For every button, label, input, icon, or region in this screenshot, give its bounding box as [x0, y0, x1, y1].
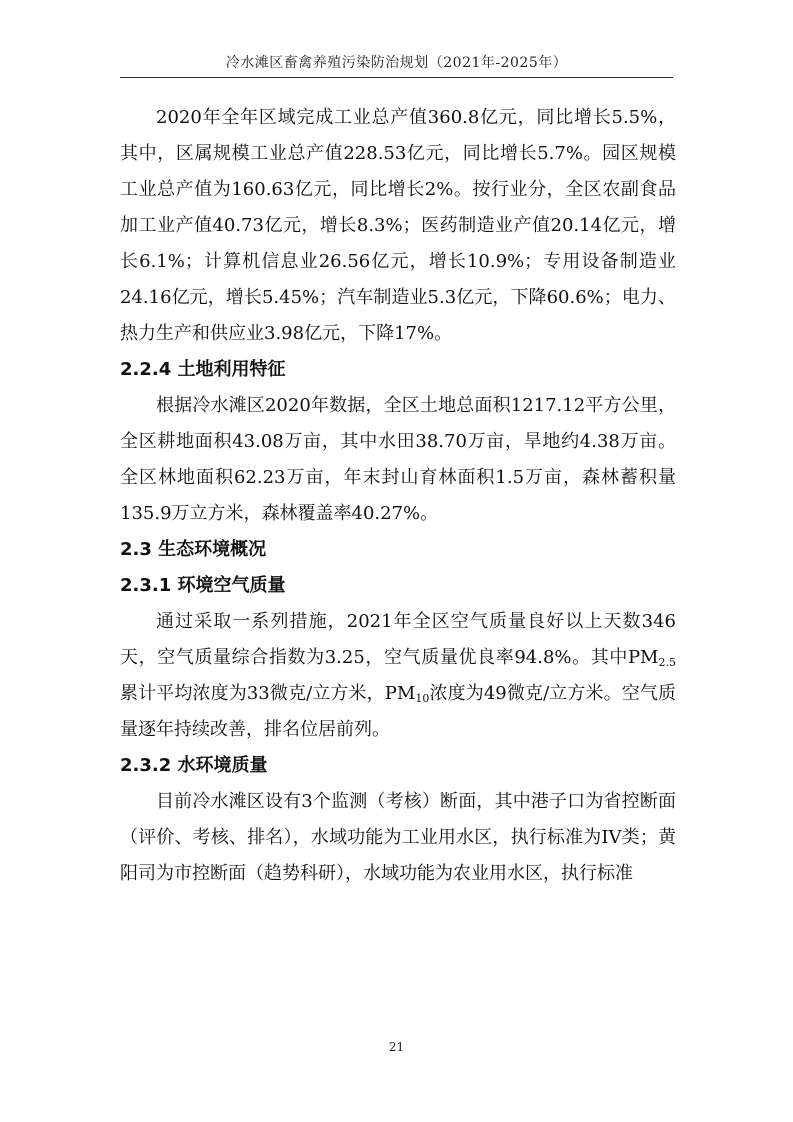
- air-quality-text-1: 通过采取一系列措施，2021年全区空气质量良好以上天数346天，空气质量综合指数为3.25，空气质量优良率94.8%。其中PM: [120, 611, 676, 668]
- air-quality-text-2: 累计平均浓度为33微克/立方米，PM: [120, 683, 416, 704]
- running-header: 冷水滩区畜禽养殖污染防治规划（2021年-2025年）: [225, 55, 568, 71]
- paragraph-water-quality: 目前冷水滩区设有3个监测（考核）断面，其中港子口为省控断面（评价、考核、排名），水域功能为工业用水区，执行标准为IV类；黄阳司为市控断面（趋势科研），水域功能为农业用水区，执行标准: [120, 791, 676, 884]
- heading-ecological-environment: 2.3 生态环境概况: [120, 539, 267, 560]
- document-body: [120, 100, 676, 892]
- paragraph-land-use: 根据冷水滩区2020年数据，全区土地总面积1217.12平方公里，全区耕地面积43.08万亩，其中水田38.70万亩，旱地约4.38万亩。全区林地面积62.23万亩，年末封山育林面积1.5万亩，森林蓄积量135.9万立方米，森林覆盖率40.27%。: [120, 395, 676, 524]
- heading-land-use: 2.2.4 土地利用特征: [120, 359, 286, 380]
- pm10-subscript: 10: [415, 692, 430, 705]
- heading-water-quality: 2.3.2 水环境质量: [120, 755, 268, 776]
- air-quality-text-3: 浓度为49微克/立方米。空气质量逐年持续改善，排名位居前列。: [120, 683, 676, 740]
- heading-air-quality: 2.3.1 环境空气质量: [120, 575, 286, 596]
- paragraph-industrial-output: 2020年全年区域完成工业总产值360.8亿元，同比增长5.5%，其中，区属规模工业总产值228.53亿元，同比增长5.7%。园区规模工业总产值为160.63亿元，同比增长2%。按行业分，全区农副食品加工业产值40.73亿元，增长8.3%；医药制造业产值20.14亿元，增长6.1%；计算机信息业26.56亿元，增长10.9%；专用设备制造业24.16亿元，增长5.45%；汽车制造业5.3亿元，下降60.6%；电力、热力生产和供应业3.98亿元，下降17%。: [120, 107, 676, 344]
- pm25-subscript: 2.5: [658, 656, 676, 669]
- paragraph-air-quality: [120, 604, 676, 748]
- page-number: 21: [388, 1040, 405, 1054]
- header-rule: [120, 77, 673, 78]
